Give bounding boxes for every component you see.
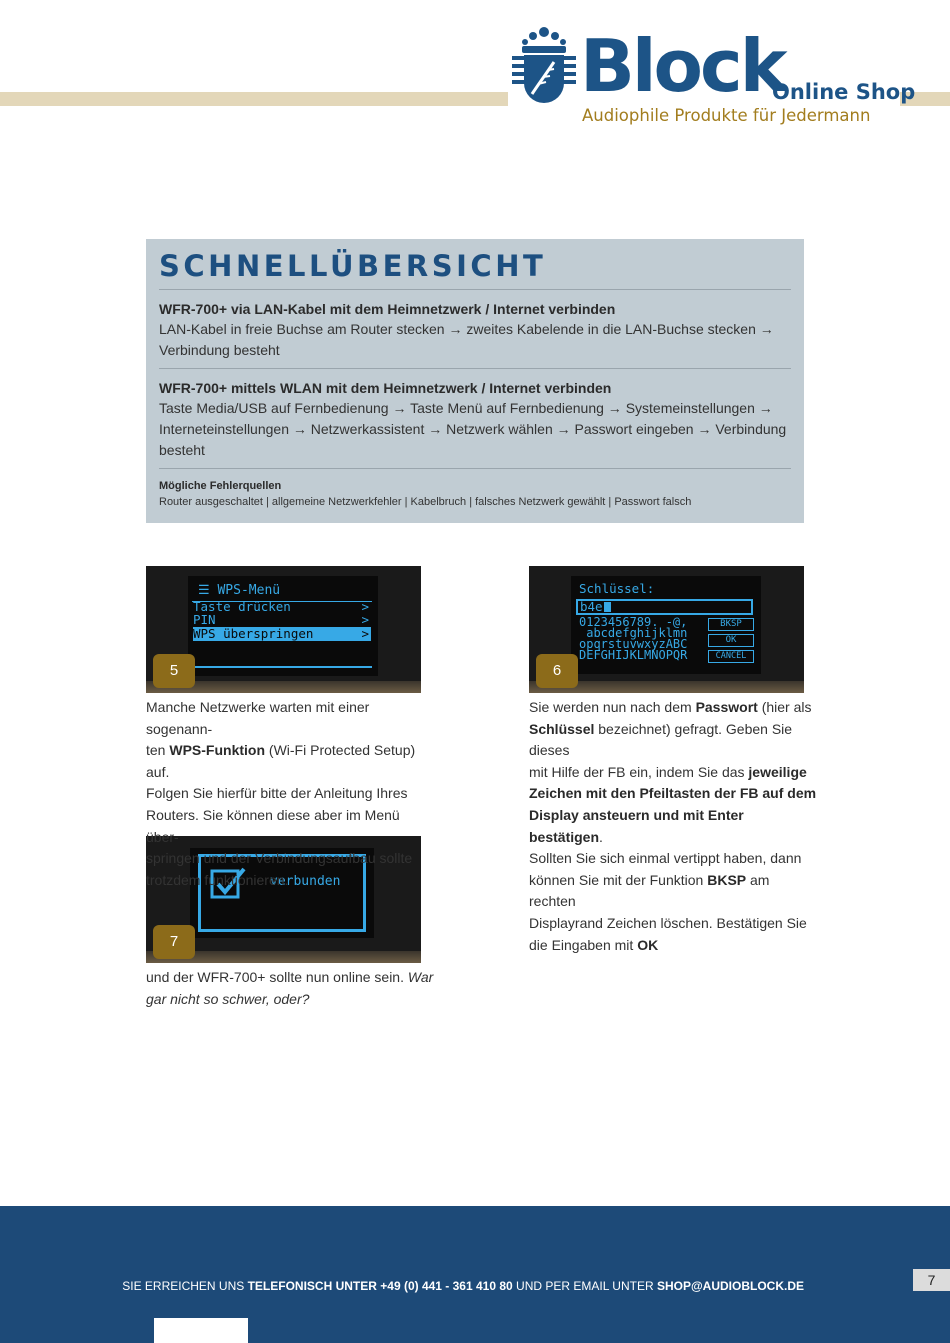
photo-wps-menu xyxy=(146,566,421,693)
lcd-title-row xyxy=(198,583,280,599)
text-cursor xyxy=(604,602,611,612)
block-logo[interactable] xyxy=(510,22,916,132)
footer-phone[interactable]: TELEFONISCH UNTER +49 (0) 441 - 361 410 80 xyxy=(247,1279,513,1293)
lcd-menu-item-selected: WPS überspringen > xyxy=(193,626,369,641)
footer-strip xyxy=(154,1318,248,1343)
keyboard-row: opqrstuvwxyzABC xyxy=(579,637,688,651)
quick-overview-box xyxy=(146,239,804,523)
wlan-step-line: besteht xyxy=(159,442,205,458)
menu-list-icon: ☰ xyxy=(198,583,210,598)
errors-text: Router ausgeschaltet | allgemeine Netzwerkfehler | Kabelbruch | falsches Netzwerk gewählt | Passwort falsch xyxy=(159,496,692,508)
lcd-title: Schlüssel: xyxy=(579,581,655,596)
connected-status: verbunden xyxy=(270,874,341,889)
header-band-left xyxy=(0,92,508,106)
lcd-menu-item: Taste drücken > xyxy=(193,599,369,614)
step-badge: 5 xyxy=(153,654,195,688)
keyboard-row: DEFGHIJKLMNOPQR xyxy=(579,648,688,662)
step5-text: Manche Netzwerke warten mit einer sogenann- ten WPS-Funktion (Wi-Fi Protected Setup) auf. Folgen Sie hierfür bitte der Anleitung Ihres Routers. Sie können diese aber im Menü über- springen und der Verbindungsaufbau sollte trotzdem funktionieren. xyxy=(146,699,416,888)
footer-email-link[interactable]: SHOP@AUDIOBLOCK.DE xyxy=(656,1279,804,1293)
lan-heading: WFR-700+ via LAN-Kabel mit dem Heimnetzwerk / Internet verbinden xyxy=(159,301,616,317)
overview-lan-section xyxy=(159,290,791,369)
step-badge: 7 xyxy=(153,925,195,959)
password-input-box xyxy=(576,599,753,615)
keyboard-row: abcdefghijklmn xyxy=(579,626,688,640)
crest-icon xyxy=(510,22,578,110)
step-badge: 6 xyxy=(536,654,578,688)
lcd-title: WPS-Menü xyxy=(217,583,281,598)
step6-text: Sie werden nun nach dem Passwort (hier als Schlüssel bezeichnet) gefragt. Geben Sie dieses mit Hilfe der FB ein, indem Sie das jeweilige Zeichen mit den Pfeiltasten der FB auf dem Display ansteuern und mit Enter bestätigen. Sollten Sie sich einmal vertippt haben, dann können Sie mit der Funktion BKSP am rechten Displayrand Zeichen löschen. Bestätigen Sie die Eingaben mit OK xyxy=(529,699,817,953)
password-input-value: b4e xyxy=(580,599,603,614)
brand-tagline: Audiophile Produkte für Jedermann xyxy=(582,106,871,125)
overview-wlan-section xyxy=(159,369,791,469)
wlan-heading: WFR-700+ mittels WLAN mit dem Heimnetzwerk / Internet verbinden xyxy=(159,380,612,396)
lan-step-line: Verbindung besteht xyxy=(159,342,280,358)
lan-step-line: LAN-Kabel in freie Buchse am Router stecken → zweites Kabelende in die LAN-Buchse stecken → xyxy=(159,321,774,337)
bksp-key: BKSP xyxy=(708,618,754,631)
step7-text: und der WFR-700+ sollte nun online sein. War gar nicht so schwer, oder? xyxy=(146,969,434,1007)
lcd-menu-item: PIN > xyxy=(193,612,369,627)
wlan-step-line: Interneteinstellungen → Netzwerkassistent → Netzwerk wählen → Passwort eingeben → Verbindung xyxy=(159,421,787,437)
cancel-key: CANCEL xyxy=(708,650,754,663)
ok-key: OK xyxy=(708,634,754,647)
keyboard-row: 0123456789. -@, xyxy=(579,615,688,629)
brand-shop-label: Online Shop xyxy=(772,80,916,104)
overview-errors-section xyxy=(159,469,791,517)
footer-contact: SIE ERREICHEN UNS TELEFONISCH UNTER +49 (0) 441 - 361 410 80 UND PER EMAIL UNTER SHOP@AUDIOBLOCK.DE xyxy=(122,1279,804,1293)
lcd-bottom-line xyxy=(192,666,372,668)
brand-name: Block xyxy=(580,24,785,108)
photo-password-entry xyxy=(529,566,804,693)
overview-title: SCHNELLÜBERSICHT xyxy=(159,247,791,290)
errors-heading: Mögliche Fehlerquellen xyxy=(159,480,282,492)
footer-bar xyxy=(0,1206,950,1343)
page-number: 7 xyxy=(913,1269,950,1291)
wlan-step-line: Taste Media/USB auf Fernbedienung → Taste Menü auf Fernbedienung → Systemeinstellungen → xyxy=(159,400,773,416)
